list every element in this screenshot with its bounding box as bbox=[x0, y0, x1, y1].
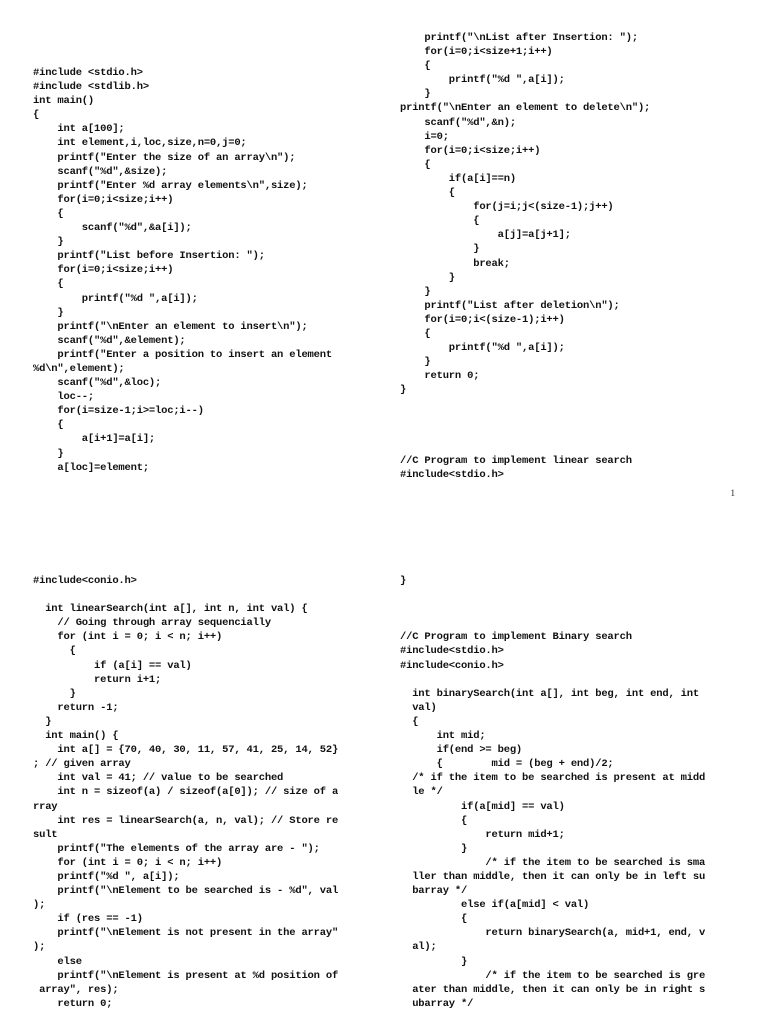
code-line: int main() bbox=[33, 95, 95, 108]
code-line: #include <stdio.h> bbox=[33, 67, 143, 79]
code-line: { bbox=[400, 187, 455, 200]
code-line: printf("%d ",a[i]); bbox=[400, 342, 565, 355]
code-line: return mid+1; bbox=[400, 828, 565, 841]
code-line: } bbox=[33, 687, 76, 700]
code-line: printf("\nElement to be searched is - %d", val bbox=[33, 885, 339, 898]
code-line: scanf("%d",&loc); bbox=[33, 377, 162, 390]
code-line: int val = 41; // value to be searched bbox=[33, 772, 284, 785]
code-line: { bbox=[33, 207, 64, 220]
code-line: scanf("%d",&size); bbox=[33, 165, 168, 178]
code-line: } bbox=[400, 842, 468, 855]
code-line: printf("%d ",a[i]); bbox=[33, 292, 198, 305]
code-line: } bbox=[33, 306, 64, 319]
code-line: le */ bbox=[400, 786, 443, 799]
code-line: i=0; bbox=[400, 130, 449, 143]
code-column-right bbox=[400, 31, 650, 482]
code-line bbox=[33, 588, 338, 602]
code-line: val) bbox=[400, 701, 437, 714]
code-line: %d\n",element); bbox=[33, 362, 125, 375]
code-line: } bbox=[400, 271, 455, 284]
code-line bbox=[400, 602, 705, 616]
code-line: ater than middle, then it can only be in right s bbox=[400, 983, 706, 996]
code-line bbox=[400, 673, 705, 687]
code-line: ); bbox=[33, 899, 46, 912]
code-column-left bbox=[33, 574, 338, 1011]
code-line: int element,i,loc,size,n=0,j=0; bbox=[33, 137, 247, 150]
code-line: scanf("%d",&element); bbox=[33, 334, 186, 347]
code-line: } bbox=[400, 955, 468, 968]
code-line: { bbox=[33, 419, 64, 432]
code-line: int binarySearch(int a[], int beg, int end, int bbox=[400, 687, 699, 700]
document-page-2 bbox=[0, 512, 768, 1024]
code-line: printf("Enter a position to insert an element bbox=[33, 348, 332, 361]
code-line: scanf("%d",&n); bbox=[400, 116, 516, 129]
code-line: //C Program to implement Binary search bbox=[400, 631, 632, 644]
code-line: } bbox=[400, 575, 407, 587]
code-line: } bbox=[400, 384, 407, 397]
code-line: for(i=0;i<size;i++) bbox=[400, 144, 541, 157]
code-line: int linearSearch(int a[], int n, int val) { bbox=[33, 603, 308, 616]
code-line: } bbox=[33, 715, 52, 728]
code-line: #include<stdio.h> bbox=[400, 468, 504, 481]
code-line: if(a[i]==n) bbox=[400, 172, 516, 185]
code-line: printf("\nList after Insertion: "); bbox=[400, 32, 638, 44]
code-line: { bbox=[400, 814, 468, 827]
code-line: { bbox=[400, 715, 419, 728]
code-line: else if(a[mid] < val) bbox=[400, 899, 590, 912]
code-line: { bbox=[400, 215, 480, 228]
code-line: int mid; bbox=[400, 730, 486, 743]
code-line: rray bbox=[33, 800, 58, 813]
code-line: return 0; bbox=[400, 370, 480, 383]
code-line: #include <stdlib.h> bbox=[33, 81, 149, 94]
code-line: printf("The elements of the array are - "); bbox=[33, 842, 320, 855]
code-line: /* if the item to be searched is sma bbox=[400, 856, 706, 869]
code-line: int a[100]; bbox=[33, 123, 125, 136]
code-line: printf("%d ",a[i]); bbox=[400, 74, 565, 87]
code-line: int n = sizeof(a) / sizeof(a[0]); // size of a bbox=[33, 786, 339, 799]
code-line bbox=[400, 440, 650, 454]
code-line bbox=[400, 588, 705, 602]
code-line: loc--; bbox=[33, 391, 95, 404]
code-line: ller than middle, then it can only be in left su bbox=[400, 870, 706, 883]
code-line: ubarray */ bbox=[400, 997, 474, 1010]
code-line: #include<conio.h> bbox=[33, 575, 137, 587]
code-line: int main() { bbox=[33, 730, 119, 743]
code-line: { bbox=[400, 60, 431, 73]
code-line: /* if the item to be searched is present at midd bbox=[400, 772, 706, 785]
code-line: printf("Enter %d array elements\n",size); bbox=[33, 179, 308, 192]
code-line: a[loc]=element; bbox=[33, 461, 149, 474]
page-number: 1 bbox=[730, 488, 735, 498]
code-line: #include<stdio.h> bbox=[400, 645, 504, 658]
code-line: } bbox=[400, 243, 480, 256]
code-line: int res = linearSearch(a, n, val); // Store re bbox=[33, 814, 339, 827]
code-line: return 0; bbox=[33, 997, 113, 1010]
code-line: } bbox=[400, 285, 431, 298]
code-line: for(i=size-1;i>=loc;i--) bbox=[33, 405, 204, 418]
code-line: return -1; bbox=[33, 701, 119, 714]
code-line: if (a[i] == val) bbox=[33, 659, 192, 672]
code-line bbox=[400, 412, 650, 426]
code-line: ; // given array bbox=[33, 758, 131, 771]
code-line: printf("\nEnter an element to delete\n"); bbox=[400, 102, 651, 115]
code-line: if(a[mid] == val) bbox=[400, 800, 565, 813]
code-line: array", res); bbox=[33, 983, 119, 996]
code-line: { mid = (beg + end)/2; bbox=[400, 758, 614, 771]
code-line: } bbox=[33, 236, 64, 249]
code-line: printf("\nEnter an element to insert\n"); bbox=[33, 320, 308, 333]
code-line bbox=[400, 426, 650, 440]
code-line: a[j]=a[j+1]; bbox=[400, 229, 571, 242]
code-line: if (res == -1) bbox=[33, 913, 143, 926]
code-line: al); bbox=[400, 941, 437, 954]
code-line: printf("Enter the size of an array\n"); bbox=[33, 151, 296, 164]
code-line: for (int i = 0; i < n; i++) bbox=[33, 856, 223, 869]
code-line: sult bbox=[33, 828, 58, 841]
code-column-left bbox=[33, 66, 332, 475]
code-line: { bbox=[33, 278, 64, 291]
code-line: #include<conio.h> bbox=[400, 659, 504, 672]
code-line: printf("\nElement is present at %d position of bbox=[33, 969, 339, 982]
code-line: { bbox=[400, 913, 468, 926]
code-line: for(j=i;j<(size-1);j++) bbox=[400, 201, 614, 214]
code-line: printf("%d ", a[i]); bbox=[33, 870, 180, 883]
code-line: for(i=0;i<size;i++) bbox=[33, 264, 174, 277]
code-line: printf("List after deletion\n"); bbox=[400, 299, 620, 312]
code-line: //C Program to implement linear search bbox=[400, 454, 632, 467]
code-line: /* if the item to be searched is gre bbox=[400, 969, 706, 982]
code-line: } bbox=[400, 356, 431, 369]
code-line: printf("List before Insertion: "); bbox=[33, 250, 265, 263]
code-line: for(i=0;i<size+1;i++) bbox=[400, 46, 553, 59]
code-line: { bbox=[33, 109, 40, 122]
code-line: { bbox=[33, 645, 76, 658]
code-line: barray */ bbox=[400, 885, 468, 898]
code-line: break; bbox=[400, 257, 510, 270]
code-line: for (int i = 0; i < n; i++) bbox=[33, 631, 223, 644]
code-line: else bbox=[33, 955, 82, 968]
code-line: { bbox=[400, 327, 431, 340]
code-line: scanf("%d",&a[i]); bbox=[33, 222, 192, 235]
code-line bbox=[400, 397, 650, 411]
code-line: for(i=0;i<size;i++) bbox=[33, 193, 174, 206]
code-line: for(i=0;i<(size-1);i++) bbox=[400, 313, 565, 326]
code-line: } bbox=[33, 447, 64, 460]
code-line: // Going through array sequencially bbox=[33, 617, 271, 630]
code-line: ); bbox=[33, 941, 46, 954]
code-line: } bbox=[400, 88, 431, 101]
code-line: if(end >= beg) bbox=[400, 744, 523, 757]
code-line: printf("\nElement is not present in the array" bbox=[33, 927, 339, 940]
code-line bbox=[400, 616, 705, 630]
code-line: int a[] = {70, 40, 30, 11, 57, 41, 25, 14, 52} bbox=[33, 744, 339, 757]
code-line: a[i+1]=a[i]; bbox=[33, 433, 156, 446]
code-column-right bbox=[400, 574, 705, 1011]
code-line: return binarySearch(a, mid+1, end, v bbox=[400, 927, 706, 940]
code-line: { bbox=[400, 158, 431, 171]
code-line: return i+1; bbox=[33, 673, 162, 686]
